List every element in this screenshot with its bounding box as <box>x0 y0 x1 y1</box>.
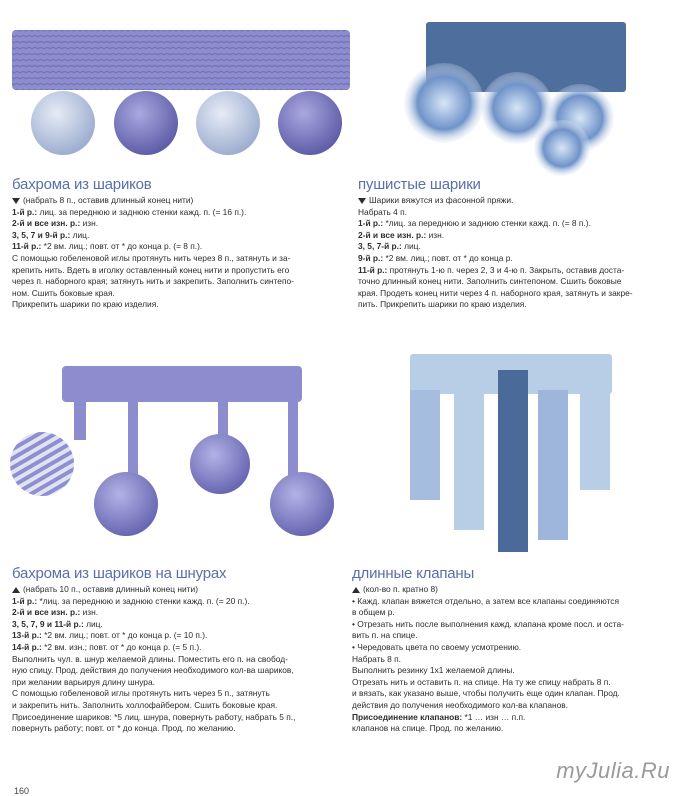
site-watermark: myJulia.Ru <box>556 758 670 783</box>
balls-fringe-photo <box>8 28 360 168</box>
section-title: бахрома из шариков на шнурах <box>12 565 227 582</box>
balls-on-cords-photo <box>4 364 349 544</box>
instructions: • Кажд. клапан вяжется отдельно, а затем все клапаны соединяются в общем р. • Отрезать нить после выполнения кажд. клапана кроме посл. и оста- вить п. на спице. • Чередовать цвета по своему усмотрению. Набрать 8 п. Выполнить резинку 1x1 желаемой длины. Отрезать нить и оставить п. на спице. На ту же спицу набрать 8 п. и вязать, как указано выше, чтобы получить еще один клапан. Прод. действия до получения необходимого кол-ва клапанов. Присоединение клапанов: *1 … изн … п.п. клапанов на спице. Прод. по желанию. <box>352 595 624 734</box>
cast-on-note: (набрать 10 п., оставив длинный конец нити) <box>12 584 357 596</box>
section-title: пушистые шарики <box>358 176 481 193</box>
yarn-note: Шарики вяжутся из фасонной пряжи. <box>358 195 670 207</box>
long-flaps-photo <box>404 350 619 560</box>
triangle-up-icon <box>12 587 20 593</box>
section-title: длинные клапаны <box>352 565 475 582</box>
section-long-flaps <box>352 565 670 735</box>
triangle-down-icon <box>12 198 20 204</box>
cast-on-note: (набрать 8 п., оставив длинный конец нити) <box>12 195 357 207</box>
instructions: Набрать 4 п. 1-й р.: *лиц. за переднюю и заднюю стенки кажд. п. (= 8 п.). 2-й и все изн. р.: изн. 3, 5, 7-й р.: лиц. 9-й р.: *2 вм. лиц.; повт. от * до конца р. 11-й р.: протянуть 1-ю п. через 2, 3 и 4-ю п. Закрыть, оставив доста- точно длинный конец нити. Заполнить синтепоном. Сшить боковые края. Продеть конец нити через 4 п. наборного края, затянуть и закре- пить. Прикрепить шарики по краю изделия. <box>358 206 633 310</box>
page-number: 160 <box>14 786 30 796</box>
fluffy-balls-photo <box>402 18 642 178</box>
section-title: бахрома из шариков <box>12 176 152 193</box>
section-fluffy-balls <box>358 176 670 311</box>
section-balls-fringe <box>12 176 357 311</box>
section-balls-on-cords <box>12 565 357 735</box>
instructions: 1-й р.: *лиц. за переднюю и заднюю стенки кажд. п. (= 20 п.). 2-й и все изн. р.: изн. 3, 5, 7, 9 и 11-й р.: лиц. 13-й р.: *2 вм. лиц.; повт. от * до конца р. (= 10 п.). 14-й р.: *2 вм. изн.; повт. от * до конца р. (= 5 п.). Выполнить чул. в. шнур желаемой длины. Поместить его п. на свобод- ную спицу. Прод. действия до получения необходимого кол-ва шариков, при желании варьируя длину шнура. С помощью гобеленовой иглы протянуть нить через 5 п., затянуть и закрепить нить. Заполнить холлофайбером. Сшить боковые края. Присоединение шариков: *5 лиц. шнура, повернуть работу, набрать 5 п., повернуть работу; повт. от * до конца. Прод. по желанию. <box>12 595 296 734</box>
instructions: 1-й р.: лиц. за переднюю и заднюю стенки кажд. п. (= 16 п.). 2-й и все изн. р.: изн. 3, 5, 7 и 9-й р.: лиц. 11-й р.: *2 вм. лиц.; повт. от * до конца р. (= 8 п.). С помощью гобеленовой иглы протянуть нить через 8 п., затянуть и за- крепить нить. Вдеть в иголку оставленный конец нити и пропустить его через п. наборного края; затянуть нить и закрепить. Заполнить синтепо- ном. Сшить боковые края. Прикрепить шарики по краю изделия. <box>12 206 294 310</box>
triangle-up-icon <box>352 587 360 593</box>
stitch-count-note: (кол-во п. кратно 8) <box>352 584 670 596</box>
triangle-down-icon <box>358 198 366 204</box>
